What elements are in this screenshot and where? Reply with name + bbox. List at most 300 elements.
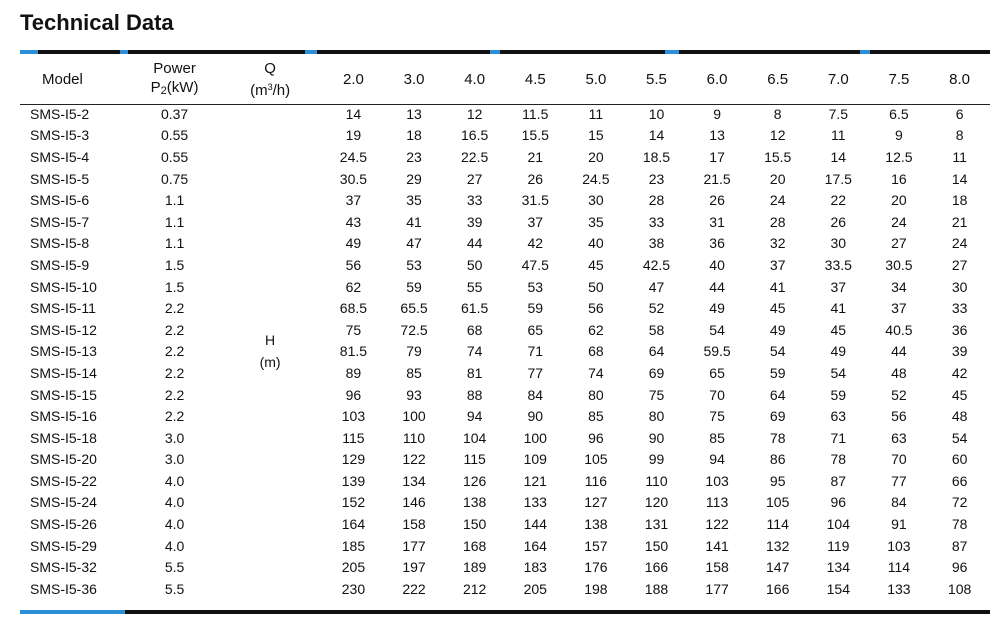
head-value-cell: 122: [402, 451, 426, 468]
head-value-cell: 30.5: [339, 170, 368, 187]
head-value-cell: 66: [951, 472, 968, 489]
power-subscript: 2: [160, 84, 167, 97]
head-value-cell: 49: [709, 300, 725, 317]
head-value-cell: 24.5: [339, 148, 368, 165]
head-value-cell: 65: [709, 364, 725, 381]
top-rule-accent: [860, 50, 870, 54]
head-value-cell: 105: [766, 494, 790, 511]
head-value-cell: 56: [891, 408, 907, 425]
head-value-cell: 74: [588, 364, 604, 381]
head-value-cell: 87: [951, 537, 968, 554]
head-value-cell: 96: [588, 429, 604, 446]
power-cell: 1.1: [164, 213, 185, 230]
table-row: [20, 427, 990, 449]
head-value-cell: 20: [769, 170, 786, 187]
head-value-cell: 11: [831, 127, 846, 144]
head-value-cell: 164: [523, 537, 547, 554]
head-value-cell: 95: [769, 472, 786, 489]
head-value-cell: 70: [709, 386, 725, 403]
head-value-cell: 54: [769, 343, 786, 360]
head-value-cell: 10: [648, 105, 665, 122]
head-value-cell: 141: [705, 537, 729, 554]
power-cell: 2.2: [164, 386, 185, 403]
head-value-cell: 94: [466, 408, 483, 425]
head-value-cell: 14: [345, 105, 362, 122]
head-value-cell: 113: [705, 494, 729, 511]
head-value-cell: 132: [766, 537, 790, 554]
power-cell: 2.2: [164, 408, 185, 425]
head-value-cell: 94: [709, 451, 725, 468]
head-value-cell: 42.5: [642, 256, 671, 273]
power-cell: 4.0: [164, 537, 185, 554]
head-value-cell: 68.5: [339, 300, 368, 317]
power-cell: 1.5: [164, 256, 185, 273]
head-value-cell: 31: [709, 213, 725, 230]
head-value-cell: 63: [891, 429, 907, 446]
head-value-cell: 115: [342, 429, 365, 446]
head-value-cell: 78: [830, 451, 847, 468]
power-cell: 5.5: [164, 580, 185, 597]
head-value-cell: 114: [766, 516, 789, 533]
head-value-cell: 24.5: [582, 170, 610, 187]
head-value-cell: 40: [709, 256, 725, 273]
model-cell: SMS-I5-12: [30, 321, 97, 338]
table-row: [20, 125, 990, 147]
table-row: [20, 103, 990, 125]
head-value-cell: 37: [830, 278, 847, 295]
head-value-cell: 36: [709, 235, 725, 252]
head-value-cell: 96: [830, 494, 847, 511]
head-value-cell: 154: [826, 580, 850, 597]
head-value-cell: 65: [527, 321, 544, 338]
head-value-cell: 15.5: [521, 127, 549, 144]
head-value-cell: 188: [644, 580, 669, 597]
head-value-cell: 110: [402, 429, 426, 446]
head-value-cell: 34: [891, 278, 907, 295]
head-value-cell: 27: [466, 170, 483, 187]
head-value-cell: 104: [462, 429, 487, 446]
power-p: P: [150, 78, 161, 96]
head-value-cell: 104: [826, 516, 850, 533]
technical-data-table: [20, 56, 990, 600]
head-value-cell: 129: [341, 451, 366, 468]
head-value-cell: 23: [406, 148, 422, 165]
col-header-flow-point: 7.5: [888, 71, 910, 88]
head-value-cell: 72: [951, 494, 968, 511]
head-value-cell: 121: [523, 472, 547, 489]
head-value-cell: 85: [709, 429, 725, 446]
head-value-cell: 49: [345, 235, 362, 252]
head-value-cell: 90: [648, 429, 665, 446]
head-value-cell: 90: [527, 408, 544, 425]
head-value-cell: 12: [769, 127, 786, 144]
head-value-cell: 33: [466, 192, 483, 209]
head-value-cell: 26: [830, 213, 847, 230]
head-value-cell: 127: [584, 494, 608, 511]
head-value-cell: 81: [466, 364, 483, 381]
head-value-cell: 120: [644, 494, 669, 511]
table-row: [20, 168, 990, 190]
head-value-cell: 54: [830, 364, 847, 381]
head-value-cell: 85: [406, 364, 422, 381]
power-unit: (kW): [166, 78, 199, 96]
head-value-cell: 29: [406, 170, 422, 187]
col-header-flow-point: 8.0: [949, 71, 971, 88]
head-value-cell: 54: [951, 429, 968, 446]
head-unit: (m): [259, 354, 281, 371]
power-cell: 2.2: [164, 343, 185, 360]
head-value-cell: 166: [766, 580, 790, 597]
head-value-cell: 80: [588, 386, 604, 403]
head-value-cell: 177: [402, 537, 426, 554]
head-value-cell: 198: [584, 580, 608, 597]
head-value-cell: 61.5: [461, 300, 489, 317]
head-value-cell: 42: [527, 235, 544, 252]
power-cell: 0.37: [160, 105, 189, 122]
model-cell: SMS-I5-8: [30, 235, 90, 252]
head-value-cell: 87: [830, 472, 847, 489]
table-row: [20, 535, 990, 557]
head-value-cell: 27: [951, 256, 968, 273]
head-value-cell: 58: [648, 321, 665, 338]
head-value-cell: 7.5: [828, 105, 849, 122]
head-value-cell: 205: [523, 580, 547, 597]
table-row: [20, 319, 990, 341]
table-row: [20, 254, 990, 276]
model-cell: SMS-I5-26: [30, 516, 97, 533]
top-rule-accent: [665, 50, 679, 54]
head-value-cell: 6.5: [889, 105, 909, 122]
head-value-cell: 75: [345, 321, 362, 338]
head-value-cell: 39: [951, 343, 968, 360]
model-cell: SMS-I5-20: [30, 451, 97, 468]
head-value-cell: 103: [705, 472, 729, 489]
model-cell: SMS-I5-6: [30, 192, 90, 209]
col-header-flow-point: 4.0: [464, 71, 486, 88]
head-value-cell: 20: [891, 192, 907, 209]
head-value-cell: 18.5: [642, 148, 671, 165]
head-value-cell: 40: [588, 235, 604, 252]
col-header-flow-point: 2.0: [343, 71, 364, 88]
head-value-cell: 80: [648, 408, 665, 425]
head-value-cell: 62: [588, 321, 604, 338]
head-value-cell: 13: [709, 127, 725, 144]
head-value-cell: 168: [462, 537, 487, 554]
head-value-cell: 17.5: [824, 170, 852, 187]
head-value-cell: 96: [345, 386, 362, 403]
head-value-cell: 134: [826, 559, 850, 576]
head-value-cell: 33: [648, 213, 665, 230]
head-value-cell: 48: [891, 364, 907, 381]
table-row: [20, 449, 990, 471]
head-value-cell: 21.5: [703, 170, 731, 187]
head-value-cell: 47: [406, 235, 422, 252]
model-cell: SMS-I5-16: [30, 408, 97, 425]
power-cell: 0.55: [160, 127, 189, 144]
head-value-cell: 37: [345, 192, 362, 209]
col-header-flow-point: 5.5: [646, 71, 667, 88]
head-value-cell: 68: [466, 321, 483, 338]
head-value-cell: 20: [588, 148, 604, 165]
head-value-cell: 42: [951, 364, 968, 381]
head-value-cell: 133: [523, 494, 547, 511]
head-value-cell: 16.5: [461, 127, 489, 144]
head-value-cell: 13: [406, 105, 422, 122]
head-value-cell: 109: [523, 451, 547, 468]
head-value-cell: 146: [402, 494, 426, 511]
head-value-cell: 35: [588, 213, 604, 230]
head-value-cell: 24: [891, 213, 907, 230]
head-value-cell: 158: [705, 559, 729, 576]
head-value-cell: 110: [645, 472, 668, 489]
model-cell: SMS-I5-10: [30, 278, 97, 295]
col-header-flow-point: 4.5: [524, 71, 546, 88]
flow-unit-a: (m: [250, 82, 268, 99]
head-value-cell: 84: [891, 494, 907, 511]
table-row: [20, 384, 990, 406]
head-value-cell: 138: [584, 516, 608, 533]
head-value-cell: 157: [584, 537, 608, 554]
head-value-cell: 16: [891, 170, 907, 187]
model-cell: SMS-I5-13: [30, 343, 97, 360]
head-value-cell: 18: [951, 192, 968, 209]
head-value-cell: 68: [588, 343, 604, 360]
flow-unit-sup: 3: [267, 82, 273, 92]
col-header-flow-point: 7.0: [827, 71, 849, 88]
head-value-cell: 28: [769, 213, 786, 230]
head-value-cell: 93: [406, 386, 422, 403]
head-value-cell: 222: [402, 580, 426, 597]
head-value-cell: 45: [830, 321, 847, 338]
head-value-cell: 62: [345, 278, 362, 295]
head-value-cell: 103: [887, 537, 911, 554]
head-value-cell: 36: [951, 321, 968, 338]
head-value-cell: 99: [648, 451, 665, 468]
head-value-cell: 75: [648, 386, 665, 403]
head-value-cell: 105: [584, 451, 608, 468]
table-row: [20, 276, 990, 298]
head-value-cell: 12.5: [885, 148, 913, 165]
head-value-cell: 78: [769, 429, 786, 446]
model-cell: SMS-I5-5: [30, 170, 90, 187]
model-cell: SMS-I5-32: [30, 559, 97, 576]
head-value-cell: 32: [769, 235, 786, 252]
head-value-cell: 69: [769, 408, 786, 425]
head-value-cell: 78: [951, 516, 968, 533]
head-value-cell: 11: [588, 105, 604, 122]
head-value-cell: 71: [830, 429, 847, 446]
model-cell: SMS-I5-22: [30, 472, 97, 489]
head-value-cell: 131: [644, 516, 669, 533]
head-value-cell: 72.5: [400, 321, 428, 338]
head-value-cell: 45: [588, 256, 604, 273]
head-value-cell: 88: [466, 386, 483, 403]
head-value-cell: 77: [527, 364, 544, 381]
model-cell: SMS-I5-2: [30, 105, 90, 122]
power-cell: 0.75: [160, 170, 189, 187]
head-value-cell: 39: [466, 213, 483, 230]
head-value-cell: 114: [887, 559, 911, 576]
head-value-cell: 9: [713, 105, 721, 122]
head-value-cell: 150: [462, 516, 487, 533]
bottom-rule-accent: [20, 610, 125, 614]
table-row: [20, 362, 990, 384]
power-cell: 4.0: [164, 472, 185, 489]
table-row: [20, 405, 990, 427]
top-rule: [20, 50, 990, 54]
head-value-cell: 69: [648, 364, 665, 381]
head-value-cell: 15.5: [764, 148, 792, 165]
head-value-cell: 41: [769, 278, 786, 295]
power-cell: 1.5: [164, 278, 185, 295]
head-value-cell: 55: [466, 278, 483, 295]
head-value-cell: 59: [406, 278, 422, 295]
head-value-cell: 47.5: [521, 256, 549, 273]
table-row: [20, 211, 990, 233]
col-header-flow-point: 6.5: [767, 71, 789, 88]
head-value-cell: 108: [947, 580, 972, 597]
top-rule-accent: [120, 50, 128, 54]
head-value-cell: 230: [341, 580, 366, 597]
head-value-cell: 53: [527, 278, 544, 295]
model-cell: SMS-I5-14: [30, 364, 97, 381]
power-cell: 2.2: [164, 321, 185, 338]
head-value-cell: 47: [648, 278, 665, 295]
head-value-cell: 30: [830, 235, 847, 252]
power-cell: 5.5: [164, 559, 185, 576]
table-row: [20, 189, 990, 211]
head-value-cell: 49: [830, 343, 847, 360]
head-value-cell: 24: [951, 235, 968, 252]
head-value-cell: 91: [891, 516, 907, 533]
head-value-cell: 8: [955, 127, 964, 144]
head-label-cell: [217, 103, 323, 600]
head-value-cell: 166: [644, 559, 669, 576]
head-value-cell: 30: [951, 278, 968, 295]
head-value-cell: 134: [402, 472, 426, 489]
head-value-cell: 53: [406, 256, 422, 273]
head-value-cell: 14: [830, 148, 847, 165]
head-value-cell: 22.5: [461, 148, 489, 165]
power-cell: 2.2: [164, 300, 185, 317]
model-cell: SMS-I5-15: [30, 386, 97, 403]
head-value-cell: 19: [345, 127, 362, 144]
head-value-cell: 54: [709, 321, 725, 338]
head-value-cell: 133: [887, 580, 911, 597]
head-value-cell: 45: [951, 386, 968, 403]
head-value-cell: 100: [402, 408, 426, 425]
head-value-cell: 49: [769, 321, 786, 338]
head-value-cell: 122: [705, 516, 729, 533]
col-header-flow-point: 6.0: [706, 71, 728, 88]
head-value-cell: 81.5: [339, 343, 368, 360]
table-row: [20, 233, 990, 255]
head-value-cell: 43: [345, 213, 362, 230]
head-value-cell: 59: [527, 300, 544, 317]
head-value-cell: 37: [769, 256, 786, 273]
table-row: [20, 470, 990, 492]
head-value-cell: 89: [345, 364, 362, 381]
head-value-cell: 8: [773, 105, 782, 122]
head-value-cell: 158: [402, 516, 426, 533]
head-value-cell: 52: [891, 386, 907, 403]
head-value-cell: 11: [952, 148, 967, 165]
head-value-cell: 144: [523, 516, 547, 533]
table-row: [20, 556, 990, 578]
head-value-cell: 189: [462, 559, 487, 576]
head-value-cell: 26: [709, 192, 725, 209]
head-value-cell: 79: [406, 343, 422, 360]
table-row: [20, 492, 990, 514]
head-value-cell: 185: [341, 537, 366, 554]
model-cell: SMS-I5-11: [30, 300, 96, 317]
table-body: [20, 103, 990, 600]
table-row: [20, 146, 990, 168]
head-value-cell: 152: [341, 494, 366, 511]
page-title: Technical Data: [20, 10, 174, 35]
head-value-cell: 116: [584, 472, 608, 489]
table-row: [20, 341, 990, 363]
head-value-cell: 65.5: [400, 300, 428, 317]
power-cell: 3.0: [164, 451, 185, 468]
head-value-cell: 41: [830, 300, 847, 317]
head-value-cell: 75: [709, 408, 725, 425]
top-rule-accent: [20, 50, 38, 54]
head-label: H: [265, 332, 276, 349]
power-cell: 2.2: [164, 364, 185, 381]
col-header-model: Model: [42, 71, 83, 88]
head-value-cell: 70: [891, 451, 907, 468]
head-value-cell: 212: [462, 580, 487, 597]
bottom-rule: [20, 610, 990, 614]
head-value-cell: 56: [588, 300, 604, 317]
col-header-power: [132, 56, 217, 103]
head-value-cell: 9: [895, 127, 903, 144]
head-value-cell: 14: [951, 170, 968, 187]
head-value-cell: 50: [588, 278, 604, 295]
top-rule-accent: [305, 50, 317, 54]
power-cell: 4.0: [164, 494, 185, 511]
head-value-cell: 27: [891, 235, 907, 252]
head-value-cell: 23: [648, 170, 665, 187]
head-value-cell: 197: [402, 559, 426, 576]
head-value-cell: 96: [951, 559, 968, 576]
col-header-flow-point: 5.0: [585, 71, 607, 88]
head-value-cell: 59: [769, 364, 786, 381]
power-cell: 3.0: [164, 429, 185, 446]
header-row: [20, 56, 990, 103]
head-value-cell: 11.5: [522, 105, 549, 122]
head-value-cell: 22: [830, 192, 847, 209]
table-row: [20, 513, 990, 535]
head-value-cell: 164: [341, 516, 366, 533]
model-cell: SMS-I5-18: [30, 429, 97, 446]
col-header-flow-point: 3.0: [403, 71, 425, 88]
table-row: [20, 297, 990, 319]
head-value-cell: 103: [341, 408, 366, 425]
head-value-cell: 44: [891, 343, 907, 360]
col-header-flow: [217, 56, 323, 103]
head-value-cell: 21: [527, 148, 544, 165]
head-value-cell: 44: [466, 235, 483, 252]
head-value-cell: 17: [709, 148, 725, 165]
head-value-cell: 176: [584, 559, 608, 576]
head-value-cell: 37: [527, 213, 544, 230]
head-value-cell: 31.5: [521, 192, 549, 209]
model-cell: SMS-I5-9: [30, 256, 90, 273]
model-cell: SMS-I5-29: [30, 537, 97, 554]
head-value-cell: 86: [769, 451, 786, 468]
